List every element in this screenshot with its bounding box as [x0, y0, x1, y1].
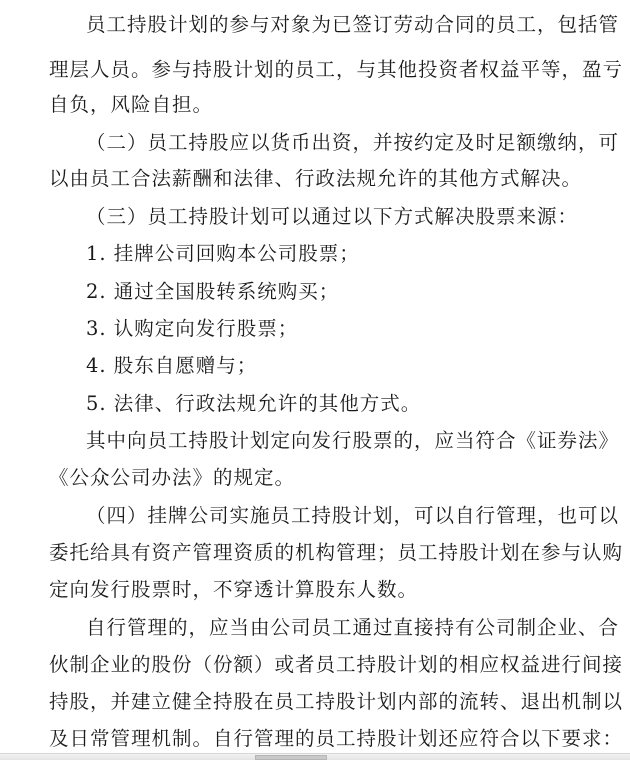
- horizontal-scrollbar[interactable]: [0, 753, 630, 760]
- list-item: 4. 股东自愿赠与；: [86, 354, 258, 377]
- text-line: （三）员工持股计划可以通过以下方式解决股票来源：: [86, 205, 579, 228]
- text-line: 员工持股计划的参与对象为已签订劳动合同的员工，包括管: [86, 13, 620, 36]
- list-item: 5. 法律、行政法规允许的其他方式。: [86, 392, 422, 415]
- text-line: 及日常管理机制。自行管理的员工持股计划还应符合以下要求：: [49, 727, 624, 750]
- text-line: 定向发行股票时，不穿透计算股东人数。: [49, 578, 419, 601]
- list-item: 2. 通过全国股转系统购买；: [86, 280, 340, 303]
- text-line: 委托给具有资产管理资质的机构管理；员工持股计划在参与认购: [49, 541, 624, 564]
- text-line: （二）员工持股应以货币出资，并按约定及时足额缴纳，可: [86, 131, 620, 154]
- text-line: 以由员工合法薪酬和法律、行政法规允许的其他方式解决。: [49, 167, 583, 190]
- text-line: 《公众公司办法》的规定。: [49, 466, 296, 489]
- scrollbar-thumb[interactable]: [255, 755, 327, 760]
- text-line: 自行管理的，应当由公司员工通过直接持有公司制企业、合: [86, 616, 620, 639]
- text-line: 其中向员工持股计划定向发行股票的，应当符合《证券法》: [86, 429, 620, 452]
- list-item: 1. 挂牌公司回购本公司股票；: [86, 242, 360, 265]
- text-line: 自负，风险自担。: [49, 93, 214, 116]
- text-line: 持股，并建立健全持股在员工持股计划内部的流转、退出机制以: [49, 690, 624, 713]
- list-item: 3. 认购定向发行股票；: [86, 317, 299, 340]
- text-line: （四）挂牌公司实施员工持股计划，可以自行管理，也可以: [86, 504, 620, 527]
- text-line: 理层人员。参与持股计划的员工，与其他投资者权益平等，盈亏: [49, 58, 624, 81]
- text-line: 伙制企业的股份（份额）或者员工持股计划的相应权益进行间接: [49, 653, 624, 676]
